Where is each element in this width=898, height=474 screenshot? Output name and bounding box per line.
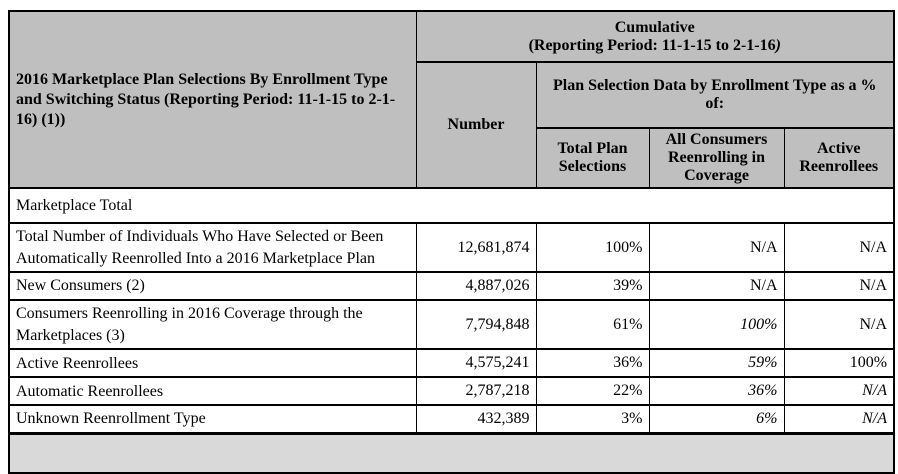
next-section-strip	[9, 433, 894, 473]
row-label: Unknown Reenrollment Type	[9, 405, 416, 433]
corner-title-cell: 2016 Marketplace Plan Selections By Enrollment Type and Switching Status (Reporting Period: 11-1-15 to 2-1-16) (1))	[9, 11, 416, 188]
row-label: Automatic Reenrollees	[9, 377, 416, 405]
total-plan-pct: 3%	[536, 405, 649, 433]
active-reenrollees-pct: N/A	[784, 223, 894, 272]
cumulative-header-line1: Cumulative	[614, 18, 695, 36]
number-value: 2,787,218	[416, 377, 536, 405]
all-consumers-pct: 59%	[649, 349, 784, 377]
number-value: 432,389	[416, 405, 536, 433]
table-row	[9, 349, 894, 377]
total-plan-pct: 61%	[536, 300, 649, 349]
table-row	[9, 272, 894, 300]
column-header-number: Number	[416, 62, 536, 188]
total-plan-pct: 36%	[536, 349, 649, 377]
column-header-all-consumers-reenrolling: All Consumers Reenrolling in Coverage	[649, 128, 784, 188]
all-consumers-pct: N/A	[649, 223, 784, 272]
enrollment-type-table	[8, 10, 895, 474]
table-row	[9, 405, 894, 433]
number-value: 4,575,241	[416, 349, 536, 377]
section-header-row	[9, 188, 894, 223]
number-value: 12,681,874	[416, 223, 536, 272]
total-plan-pct: 39%	[536, 272, 649, 300]
number-value: 7,794,848	[416, 300, 536, 349]
cumulative-header-cell	[416, 11, 894, 62]
active-reenrollees-pct: N/A	[784, 377, 894, 405]
table-row	[9, 223, 894, 272]
row-label: Active Reenrollees	[9, 349, 416, 377]
all-consumers-pct: 36%	[649, 377, 784, 405]
column-header-pct-group: Plan Selection Data by Enrollment Type as a % of:	[536, 62, 894, 128]
section-header-marketplace-total: Marketplace Total	[9, 188, 894, 223]
next-section-strip-cell	[9, 433, 894, 473]
row-label: Total Number of Individuals Who Have Selected or Been Automatically Reenrolled Into a 2016 Marketplace Plan	[9, 223, 416, 272]
row-label: New Consumers (2)	[9, 272, 416, 300]
row-label: Consumers Reenrolling in 2016 Coverage through the Marketplaces (3)	[9, 300, 416, 349]
number-value: 4,887,026	[416, 272, 536, 300]
table-row	[9, 300, 894, 349]
total-plan-pct: 22%	[536, 377, 649, 405]
column-header-active-reenrollees: Active Reenrollees	[784, 128, 894, 188]
all-consumers-pct: N/A	[649, 272, 784, 300]
active-reenrollees-pct: 100%	[784, 349, 894, 377]
all-consumers-pct: 100%	[649, 300, 784, 349]
active-reenrollees-pct: N/A	[784, 272, 894, 300]
active-reenrollees-pct: N/A	[784, 300, 894, 349]
column-header-total-plan-selections: Total Plan Selections	[536, 128, 649, 188]
total-plan-pct: 100%	[536, 223, 649, 272]
cumulative-header-line2: (Reporting Period: 11-1-15 to 2-1-16)	[528, 36, 781, 54]
all-consumers-pct: 6%	[649, 405, 784, 433]
cumulative-header-line2-suffix: )	[775, 36, 781, 54]
active-reenrollees-pct: N/A	[784, 405, 894, 433]
table-row	[9, 377, 894, 405]
